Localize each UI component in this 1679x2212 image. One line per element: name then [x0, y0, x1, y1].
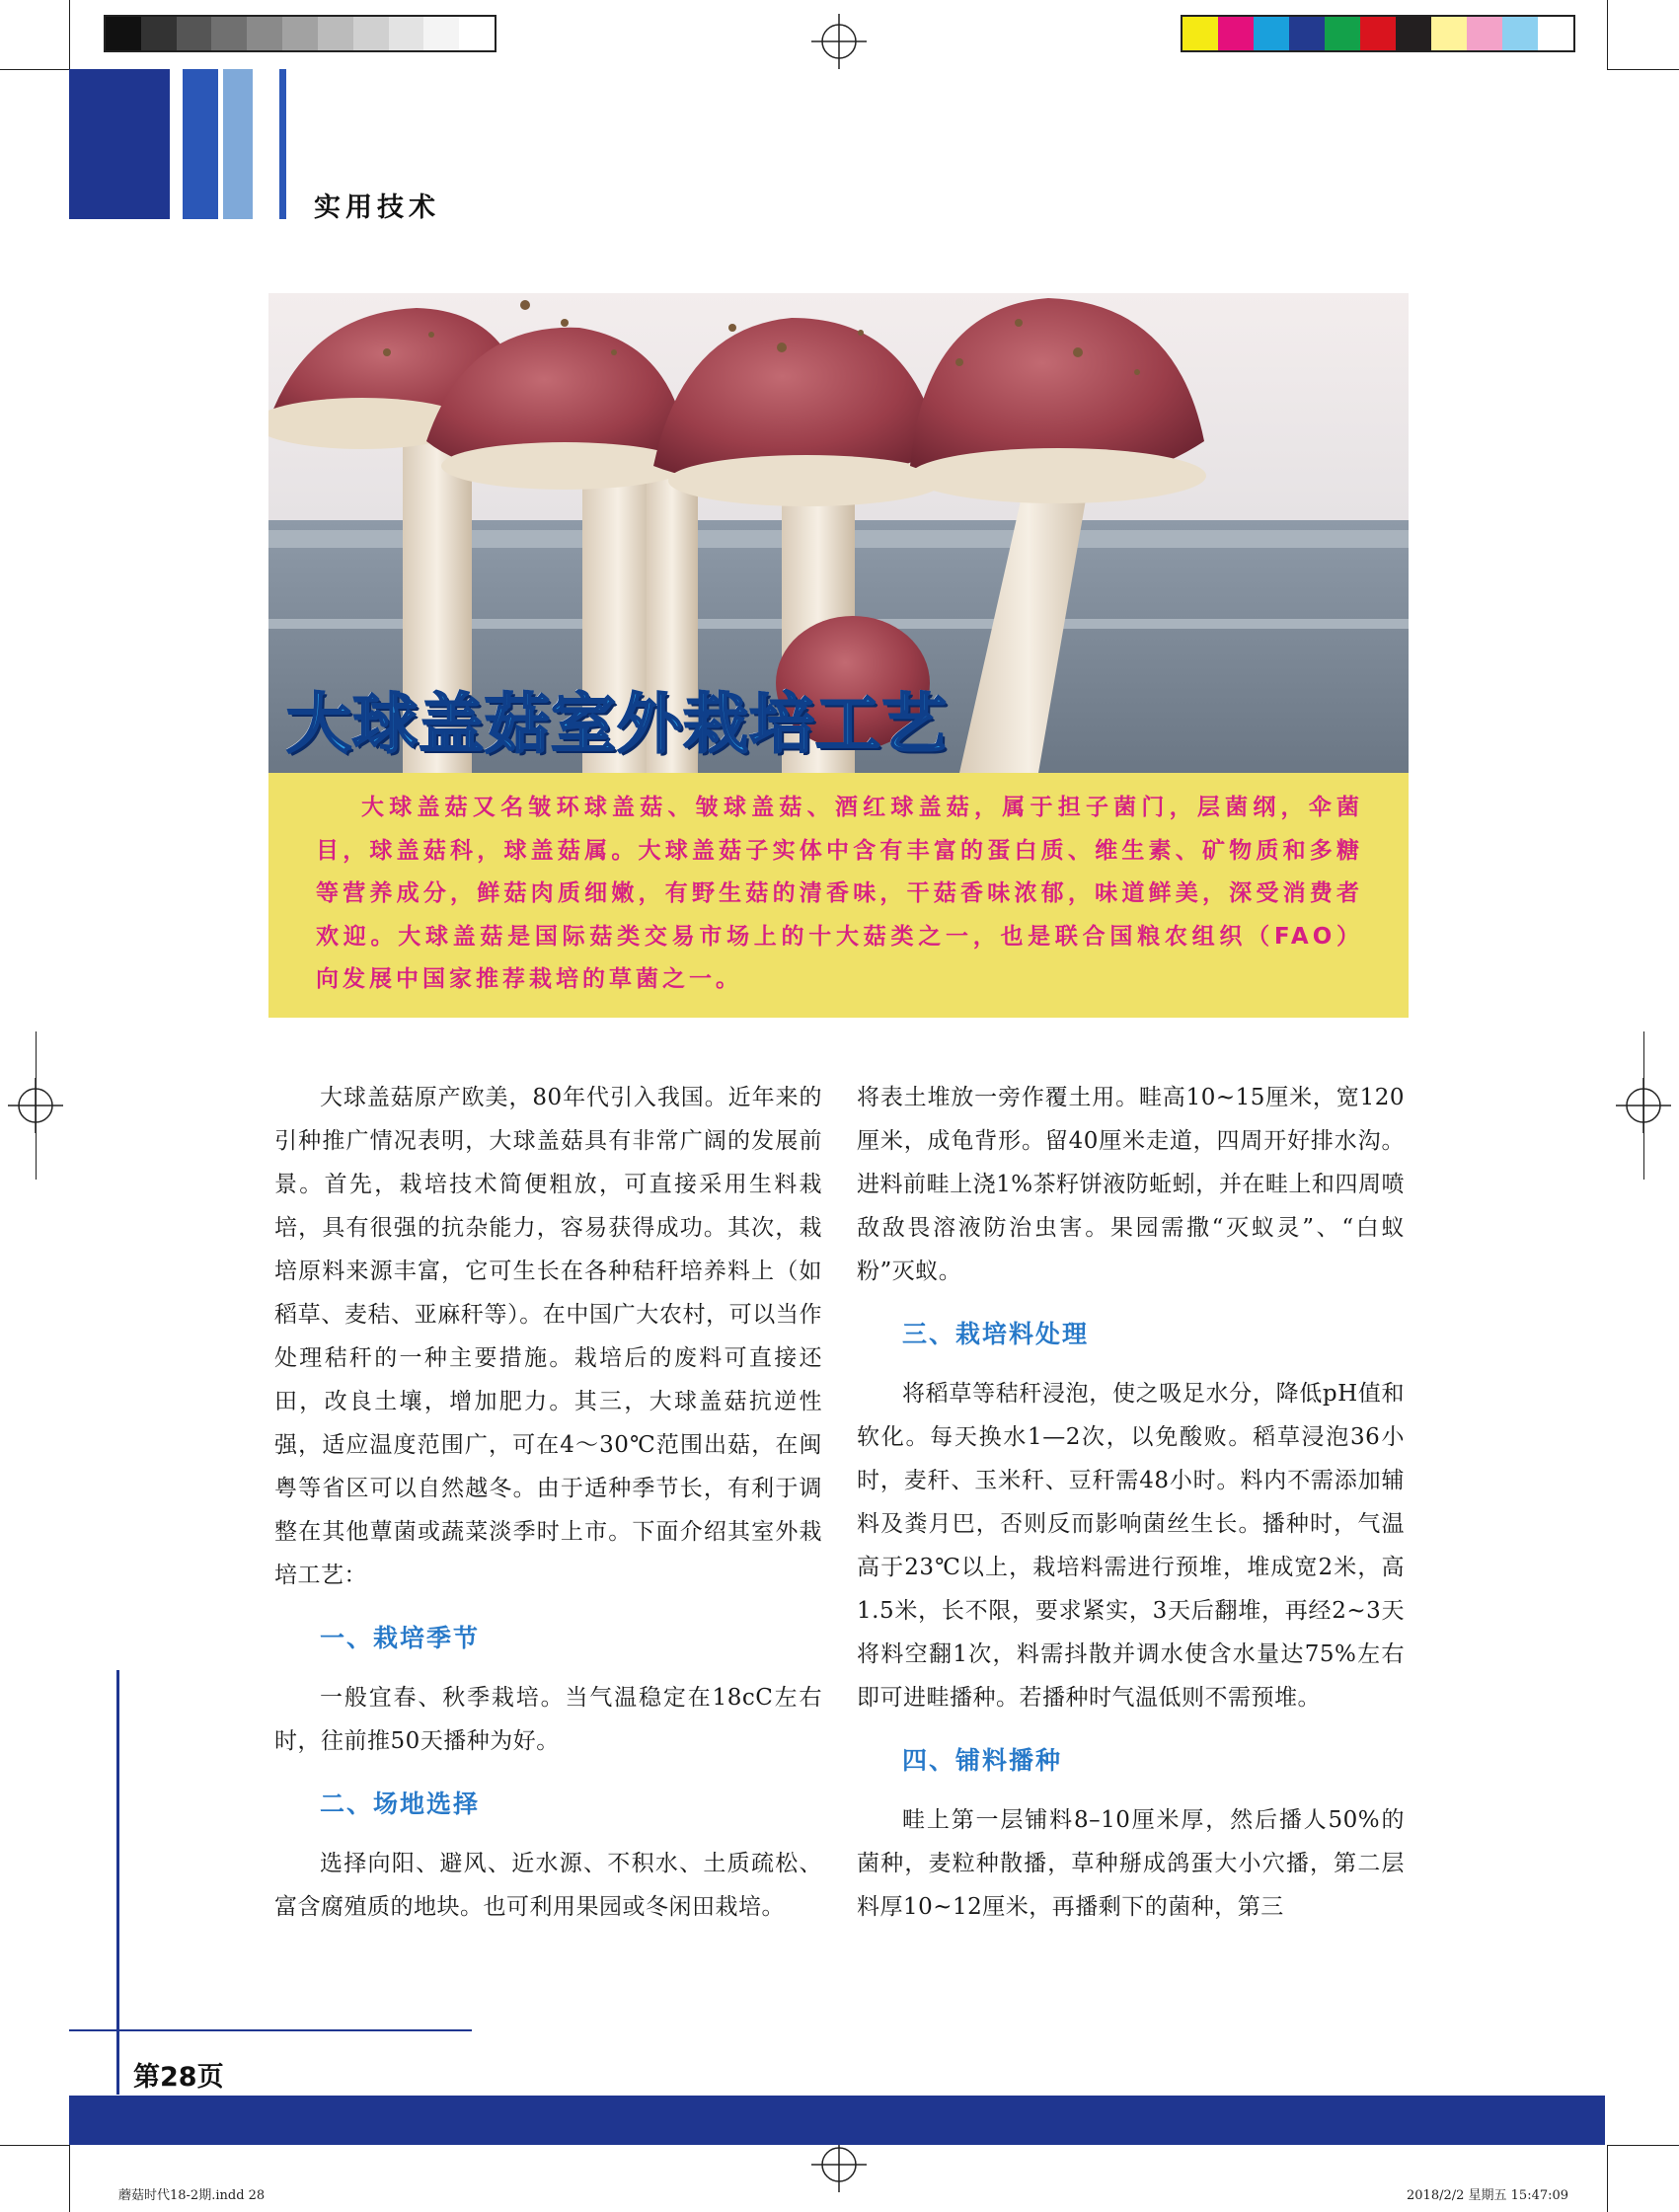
section-heading: 二、场地选择	[320, 1790, 481, 1818]
paragraph: 大球盖菇原产欧美，80年代引入我国。近年来的引种推广情况表明，大球盖菇具有非常广阔的发展前景。首先，栽培技术简便粗放，可直接采用生料栽培，具有很强的抗杂能力，容易获得成功。其次，栽培原料来源丰富，它可生长在各种秸秆培养料上（如稻草、麦秸、亚麻秆等）。在中国广大农村，可以当作处理秸秆的一种主要措施。栽培后的废料可直接还田，改良土壤，增加肥力。其三，大球盖菇抗逆性强，适应温度范围广，可在4～30℃范围出菇，在闽粤等省区可以自然越冬。由于适种季节长，有利于调整在其他蕈菌或蔬菜淡季时上市。下面介绍其室外栽培工艺：	[274, 1085, 822, 1588]
color-patch	[1538, 17, 1573, 50]
section-heading: 一、栽培季节	[320, 1624, 481, 1652]
color-patch	[177, 17, 212, 50]
color-patch	[318, 17, 353, 50]
footer-rule-horizontal	[69, 2029, 472, 2031]
color-patch	[353, 17, 389, 50]
color-patch	[459, 17, 495, 50]
section-label: 实用技术	[314, 192, 440, 223]
color-patch	[389, 17, 424, 50]
crop-mark	[69, 0, 70, 69]
color-patch	[1467, 17, 1502, 50]
paragraph: 畦上第一层铺料8–10厘米厚，然后播人50%的菌种，麦粒种散播，草种掰成鸽蛋大小穴播，第二层料厚10~12厘米，再播剩下的菌种，第三	[857, 1807, 1405, 1920]
footer-band	[69, 2096, 1605, 2145]
crop-mark	[36, 1031, 37, 1180]
color-patch	[423, 17, 459, 50]
slug-file-info: 蘑菇时代18-2期.indd 28	[118, 2188, 266, 2203]
crop-mark	[1607, 2145, 1608, 2212]
color-patch	[1218, 17, 1254, 50]
crop-mark	[0, 69, 69, 70]
color-patch	[1289, 17, 1325, 50]
color-patch	[1325, 17, 1360, 50]
crop-mark	[1607, 2145, 1679, 2146]
crop-mark	[69, 2145, 70, 2212]
grayscale-calibration-strip	[104, 15, 496, 52]
color-patch	[1360, 17, 1396, 50]
crop-mark	[1607, 0, 1608, 69]
article-title: 大球盖菇室外栽培工艺	[286, 686, 948, 762]
section-heading: 三、栽培料处理	[902, 1320, 1090, 1348]
color-patch	[1183, 17, 1218, 50]
color-patch	[282, 17, 318, 50]
header-bar-navy	[69, 69, 170, 219]
section-heading: 四、铺料播种	[902, 1746, 1063, 1775]
color-patch	[1254, 17, 1289, 50]
color-calibration-strip	[1181, 15, 1575, 52]
header-bar-blue	[183, 69, 218, 219]
left-column	[274, 1076, 822, 1929]
crop-mark	[0, 2145, 69, 2146]
paragraph: 将表土堆放一旁作覆土用。畦高10~15厘米，宽120厘米，成龟背形。留40厘米走道，四周开好排水沟。进料前畦上浇1%茶籽饼液防蚯蚓，并在畦上和四周喷敌敌畏溶液防治虫害。果园需撒“灭蚁灵”、“白蚁粉”灭蚁。	[857, 1085, 1405, 1284]
right-column	[857, 1076, 1405, 1929]
page-number: 第28页	[133, 2062, 224, 2093]
paragraph: 将稻草等秸秆浸泡，使之吸足水分，降低pH值和软化。每天换水1—2次，以免酸败。稻草浸泡36小时，麦秆、玉米秆、豆秆需48小时。料内不需添加辅料及粪月巴，否则反而影响菌丝生长。播种时，气温高于23℃以上，栽培料需进行预堆，堆成宽2米，高1.5米，长不限，要求紧实，3天后翻堆，再经2~3天将料空翻1次，料需抖散并调水使含水量达75%左右即可进畦播种。若播种时气温低则不需预堆。	[857, 1381, 1405, 1711]
paragraph: 选择向阳、避风、近水源、不积水、土质疏松、富含腐殖质的地块。也可利用果园或冬闲田栽培。	[274, 1851, 822, 1920]
crop-mark	[1643, 1031, 1644, 1180]
color-patch	[141, 17, 177, 50]
color-patch	[211, 17, 247, 50]
slug-timestamp: 2018/2/2 星期五 15:47:09	[1407, 2188, 1569, 2203]
color-patch	[106, 17, 141, 50]
header-bar-light-blue	[223, 69, 253, 219]
color-patch	[1396, 17, 1431, 50]
registration-mark-icon	[811, 2137, 867, 2192]
registration-mark-icon	[811, 14, 867, 69]
header-bar-thin	[279, 69, 286, 219]
color-patch	[1502, 17, 1538, 50]
color-patch	[247, 17, 282, 50]
intro-box	[268, 773, 1409, 1018]
intro-text: 大球盖菇又名皱环球盖菇、皱球盖菇、酒红球盖菇，属于担子菌门，层菌纲，伞菌目，球盖菇科，球盖菇属。大球盖菇子实体中含有丰富的蛋白质、维生素、矿物质和多糖等营养成分，鲜菇肉质细嫩，有野生菇的清香味，干菇香味浓郁，味道鲜美，深受消费者欢迎。大球盖菇是国际菇类交易市场上的十大菇类之一，也是联合国粮农组织（FAO）向发展中国家推荐栽培的草菌之一。	[316, 795, 1363, 992]
crop-mark	[1607, 69, 1679, 70]
paragraph: 一般宜春、秋季栽培。当气温稳定在18cC左右时，往前推50天播种为好。	[274, 1685, 822, 1754]
color-patch	[1431, 17, 1467, 50]
